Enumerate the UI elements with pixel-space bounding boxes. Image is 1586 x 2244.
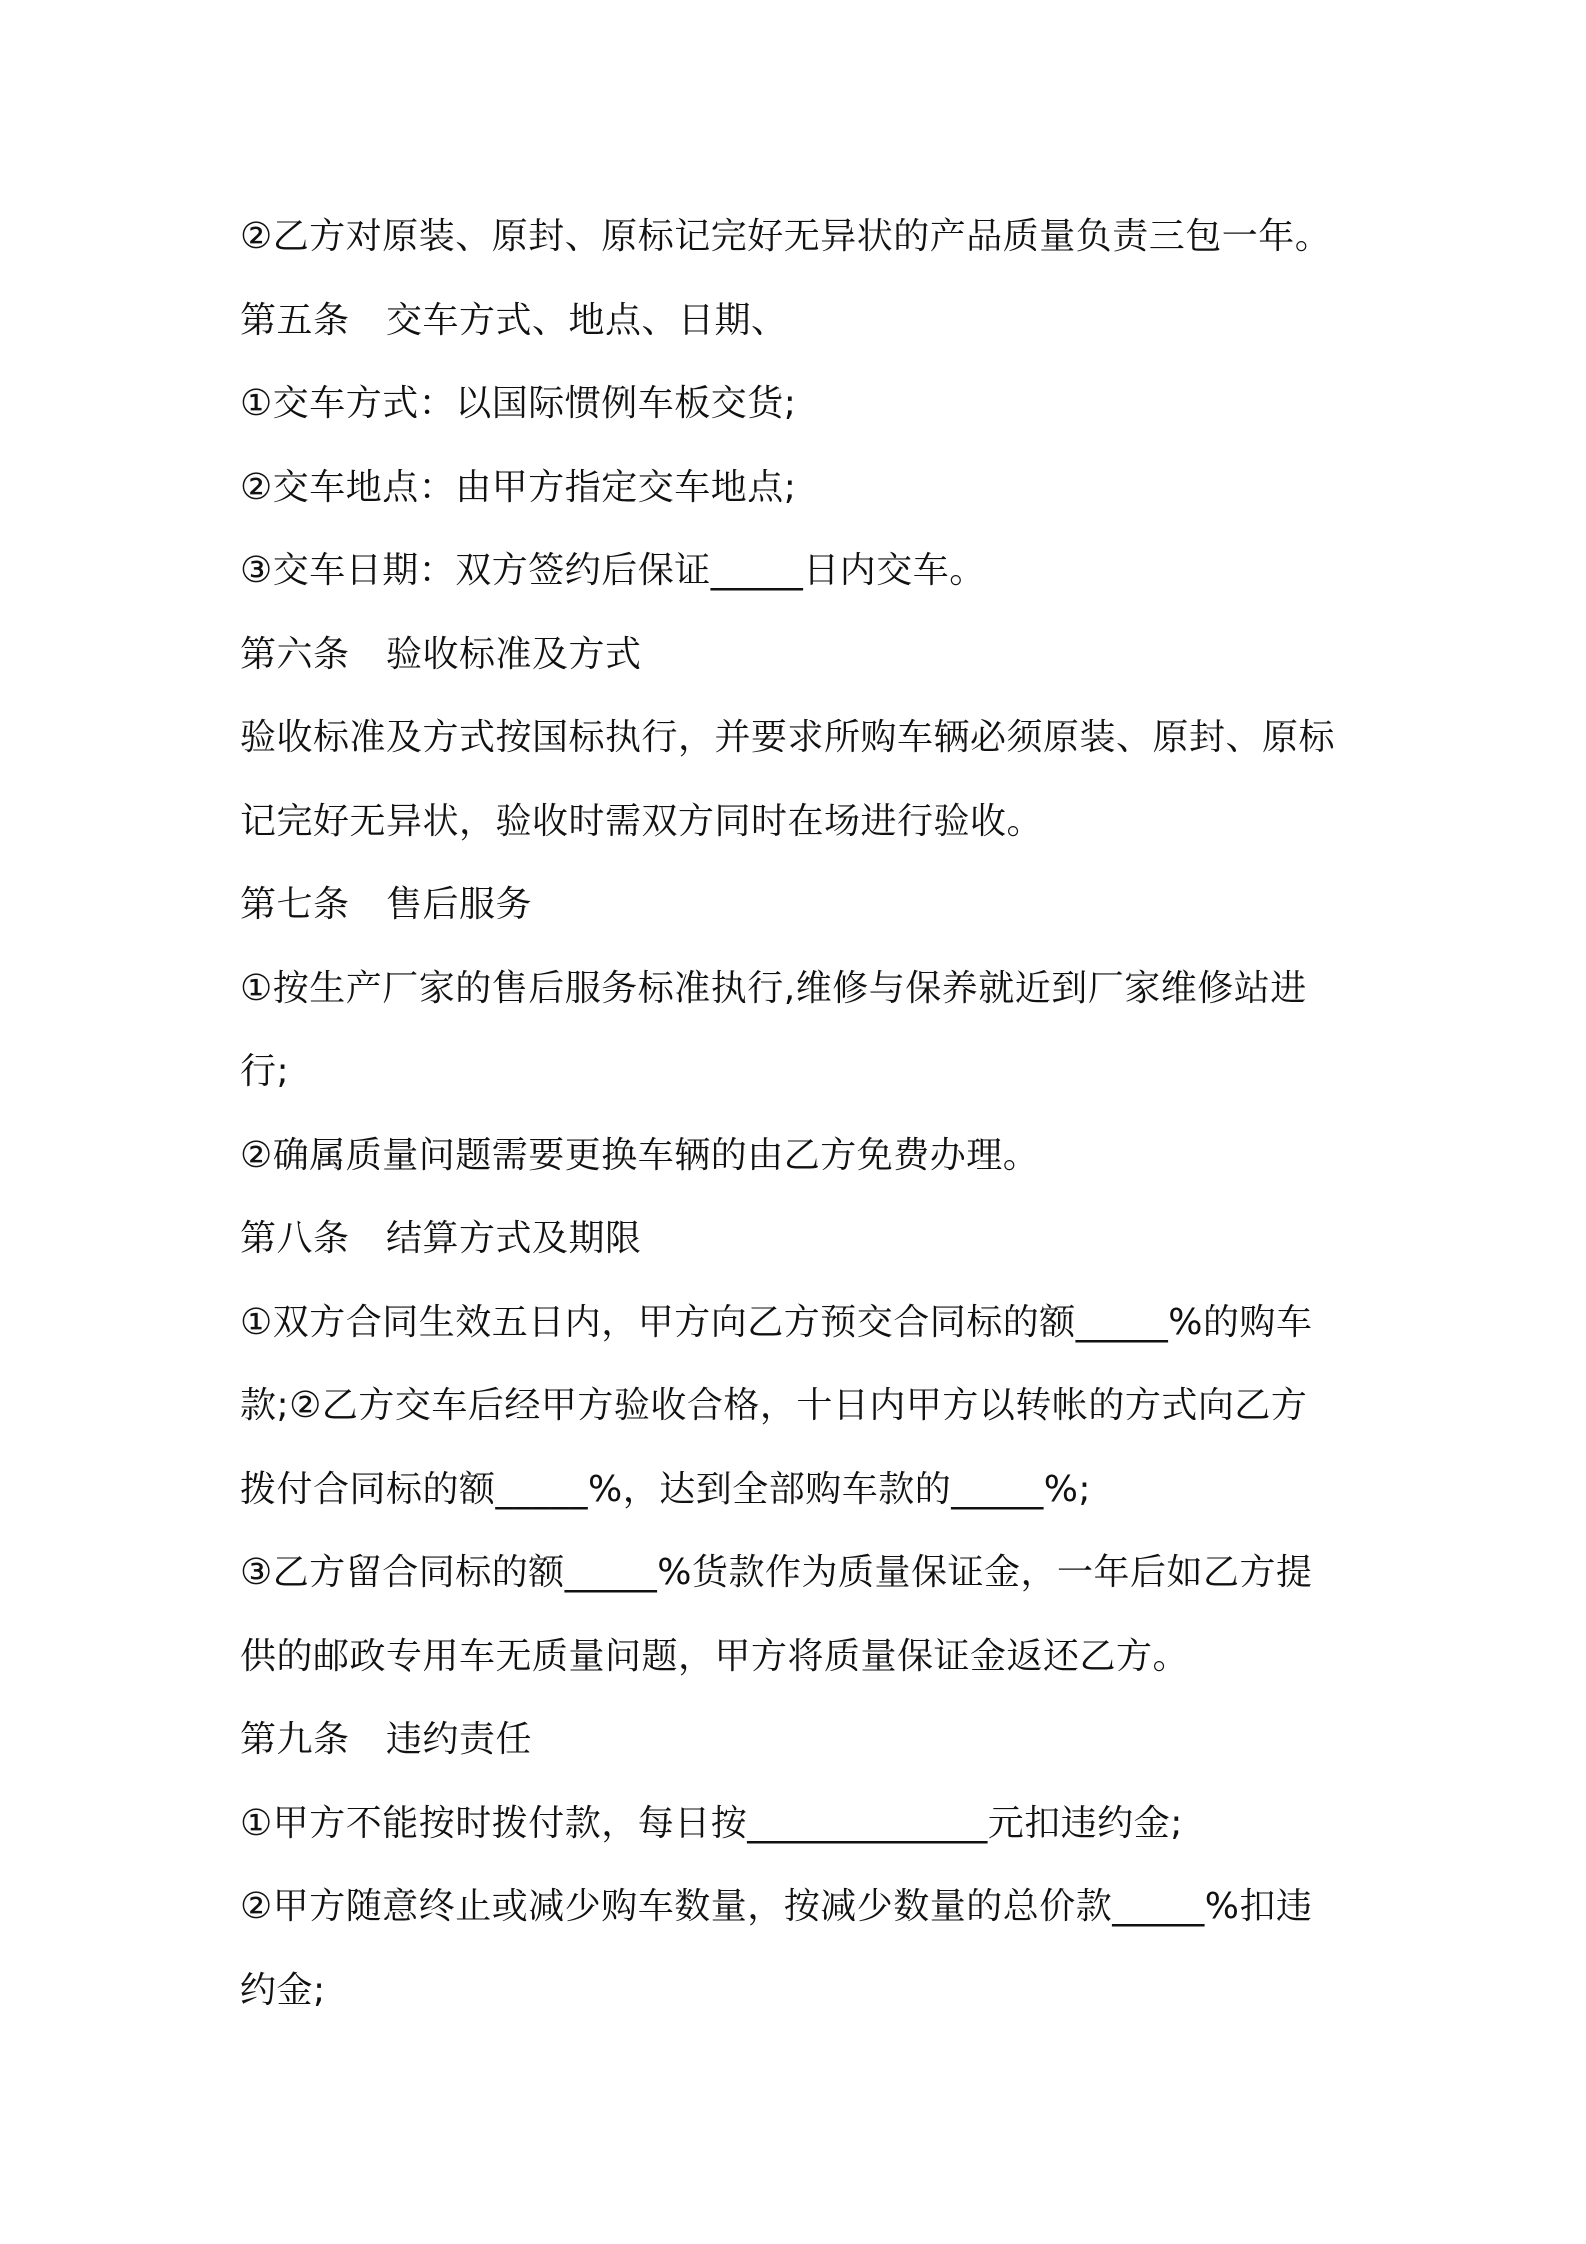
article-9-item-1: ①甲方不能按时拨付款，每日按_____________元扣违约金;: [240, 1802, 1183, 1844]
article-9-item-2-line-2: 约金;: [240, 1969, 326, 2011]
article-5-heading: 第五条 交车方式、地点、日期、: [240, 299, 788, 341]
article-7-item-1-line-2: 行;: [240, 1051, 290, 1092]
article-5-item-3: ③交车日期：双方签约后保证_____日内交车。: [240, 550, 986, 591]
article-8-item-3-line-1: ③乙方留合同标的额_____%货款作为质量保证金，一年后如乙方提: [240, 1552, 1313, 1593]
article-8-heading: 第八条 结算方式及期限: [240, 1218, 642, 1259]
article-7-item-1-line-1: ①按生产厂家的售后服务标准执行,维修与保养就近到厂家维修站进: [240, 967, 1307, 1009]
article-6-text-line-1: 验收标准及方式按国标执行，并要求所购车辆必须原装、原封、原标: [240, 717, 1336, 758]
clause-4-item-2: ②乙方对原装、原封、原标记完好无异状的产品质量负责三包一年。: [240, 216, 1332, 257]
article-5-item-2: ②交车地点：由甲方指定交车地点;: [240, 466, 797, 508]
article-7-item-2: ②确属质量问题需要更换车辆的由乙方免费办理。: [240, 1134, 1040, 1176]
document-body: [240, 195, 1360, 2032]
article-9-item-2-line-1: ②甲方随意终止或减少购车数量，按减少数量的总价款_____%扣违: [240, 1886, 1313, 1927]
article-8-item-1-line-2: 款;②乙方交车后经甲方验收合格，十日内甲方以转帐的方式向乙方: [240, 1385, 1308, 1426]
article-8-item-2-line-2: 拨付合同标的额_____%，达到全部购车款的_____%;: [240, 1468, 1092, 1510]
article-9-heading: 第九条 违约责任: [240, 1719, 533, 1760]
article-8-item-1-line-1: ①双方合同生效五日内，甲方向乙方预交合同标的额_____%的购车: [240, 1301, 1313, 1343]
article-6-text-line-2: 记完好无异状，验收时需双方同时在场进行验收。: [240, 800, 1044, 842]
article-7-heading: 第七条 售后服务: [240, 884, 533, 925]
article-8-item-3-line-2: 供的邮政专用车无质量问题，甲方将质量保证金返还乙方。: [240, 1635, 1190, 1677]
article-6-heading: 第六条 验收标准及方式: [240, 633, 642, 675]
article-5-item-1: ①交车方式：以国际惯例车板交货;: [240, 383, 797, 424]
